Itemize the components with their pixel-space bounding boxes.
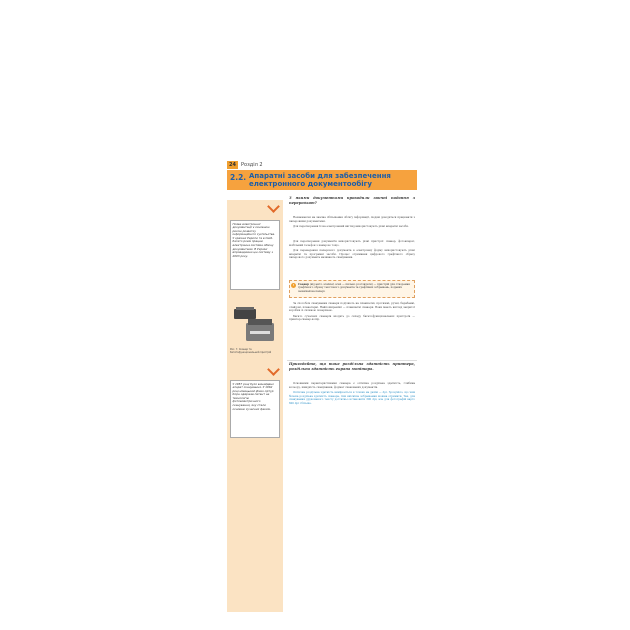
definition-text: (від англ. scanner, scan — пильно розглядати) — пристрій для створення графічного образу текстового документа та графічних зображень, поданих зазвичай на папері. bbox=[298, 282, 410, 293]
paragraph: Для перетворення документів використовують різні пристрої: сканер, фотоапарат, мобільний телефон з камерою тощо. bbox=[289, 240, 415, 247]
scanner-shape bbox=[234, 309, 256, 319]
mfp-tray bbox=[250, 331, 270, 334]
scanner-lid bbox=[236, 307, 254, 310]
intro-line: Для перетворення їх на електронний вигляд використовують різні апаратні засоби. bbox=[293, 225, 409, 228]
paragraph: За способом сканування сканери поділяють на планшетні, протяжні, ручні, барабанні, слайдові, планетарні. Найпоширеніші — планшетні сканери. Вони мають вигляд закритої коробки зі скляною поверхнею. bbox=[289, 302, 415, 312]
definition-term: Сканер bbox=[298, 282, 309, 286]
textbook-page bbox=[227, 160, 417, 612]
intro-line: Незважаючи на значне збільшення обсягу інформації, людям доводиться працювати з паперовими документами. bbox=[289, 216, 415, 223]
mfp-top bbox=[248, 319, 272, 325]
section-label: Розділ 2 bbox=[241, 162, 263, 168]
highlight-text: Оптична роздільна здатність вимірюється в точках на дюйм — dpi. Зрозуміло, що чим більша роздільна здатність сканера, тим якісніше зображення можна отримати. Так, для сканування друкованого тексту достатньо встановити 300 dpi, але для фотографій варто 600 dpi і більше. bbox=[289, 391, 415, 405]
body-more bbox=[289, 302, 415, 324]
sidebar-note: Поява електронної документації є основною рисою розвитку інформаційного суспільства. У країнах Європи та в США багато років працює електронна система обміну документами. В Україні впроваджено цю систему з 2003 року. bbox=[230, 220, 280, 290]
paragraph: Багато сучасних сканерів входять до складу багатофункціональних пристроїв — принтер-сканер-копір. bbox=[289, 314, 415, 321]
page-header bbox=[227, 160, 417, 170]
divider bbox=[287, 360, 417, 361]
scanner-printer-illustration bbox=[230, 305, 278, 347]
question-text: Пригадайте, що таке роздільна здатність принтера, роздільна здатність екрана монітора. bbox=[289, 362, 415, 371]
section-number: 2.2. bbox=[230, 173, 247, 182]
page-number: 24 bbox=[227, 161, 238, 169]
section-title: Апаратні засоби для забезпечення електронного документообігу bbox=[249, 172, 391, 188]
lead-question: З якими документами проводили звичні подання з переробкою? bbox=[289, 196, 415, 205]
body-text bbox=[289, 240, 415, 262]
paragraph: Для переведення паперового документа в електронну форму використовують різні апаратні та програмні засоби. Процес отримання цифрового графічного образу паперового документа називають сканування. bbox=[289, 249, 415, 259]
question-block bbox=[289, 362, 415, 371]
paragraph bbox=[289, 391, 415, 405]
intro-text bbox=[289, 216, 415, 231]
definition-box bbox=[289, 280, 415, 298]
info-icon: ! bbox=[292, 283, 295, 287]
lead-question-block bbox=[289, 196, 415, 205]
sidebar-note-2: У 1957 році було винайдено апарат сканування. У 1962 році німецький фізик Артур Корн одержав патент на технологію фотоелектричного сканування, яку стали основою сучасних факсів. bbox=[230, 380, 280, 438]
body-end bbox=[289, 382, 415, 407]
figure-caption: Рис. 7. Сканер та багатофункціональний пристрій bbox=[230, 348, 272, 354]
paragraph: Основними характеристиками сканера є оптична роздільна здатність, глибина кольору, швидкість сканування, формат сканованих документів. bbox=[289, 382, 415, 389]
